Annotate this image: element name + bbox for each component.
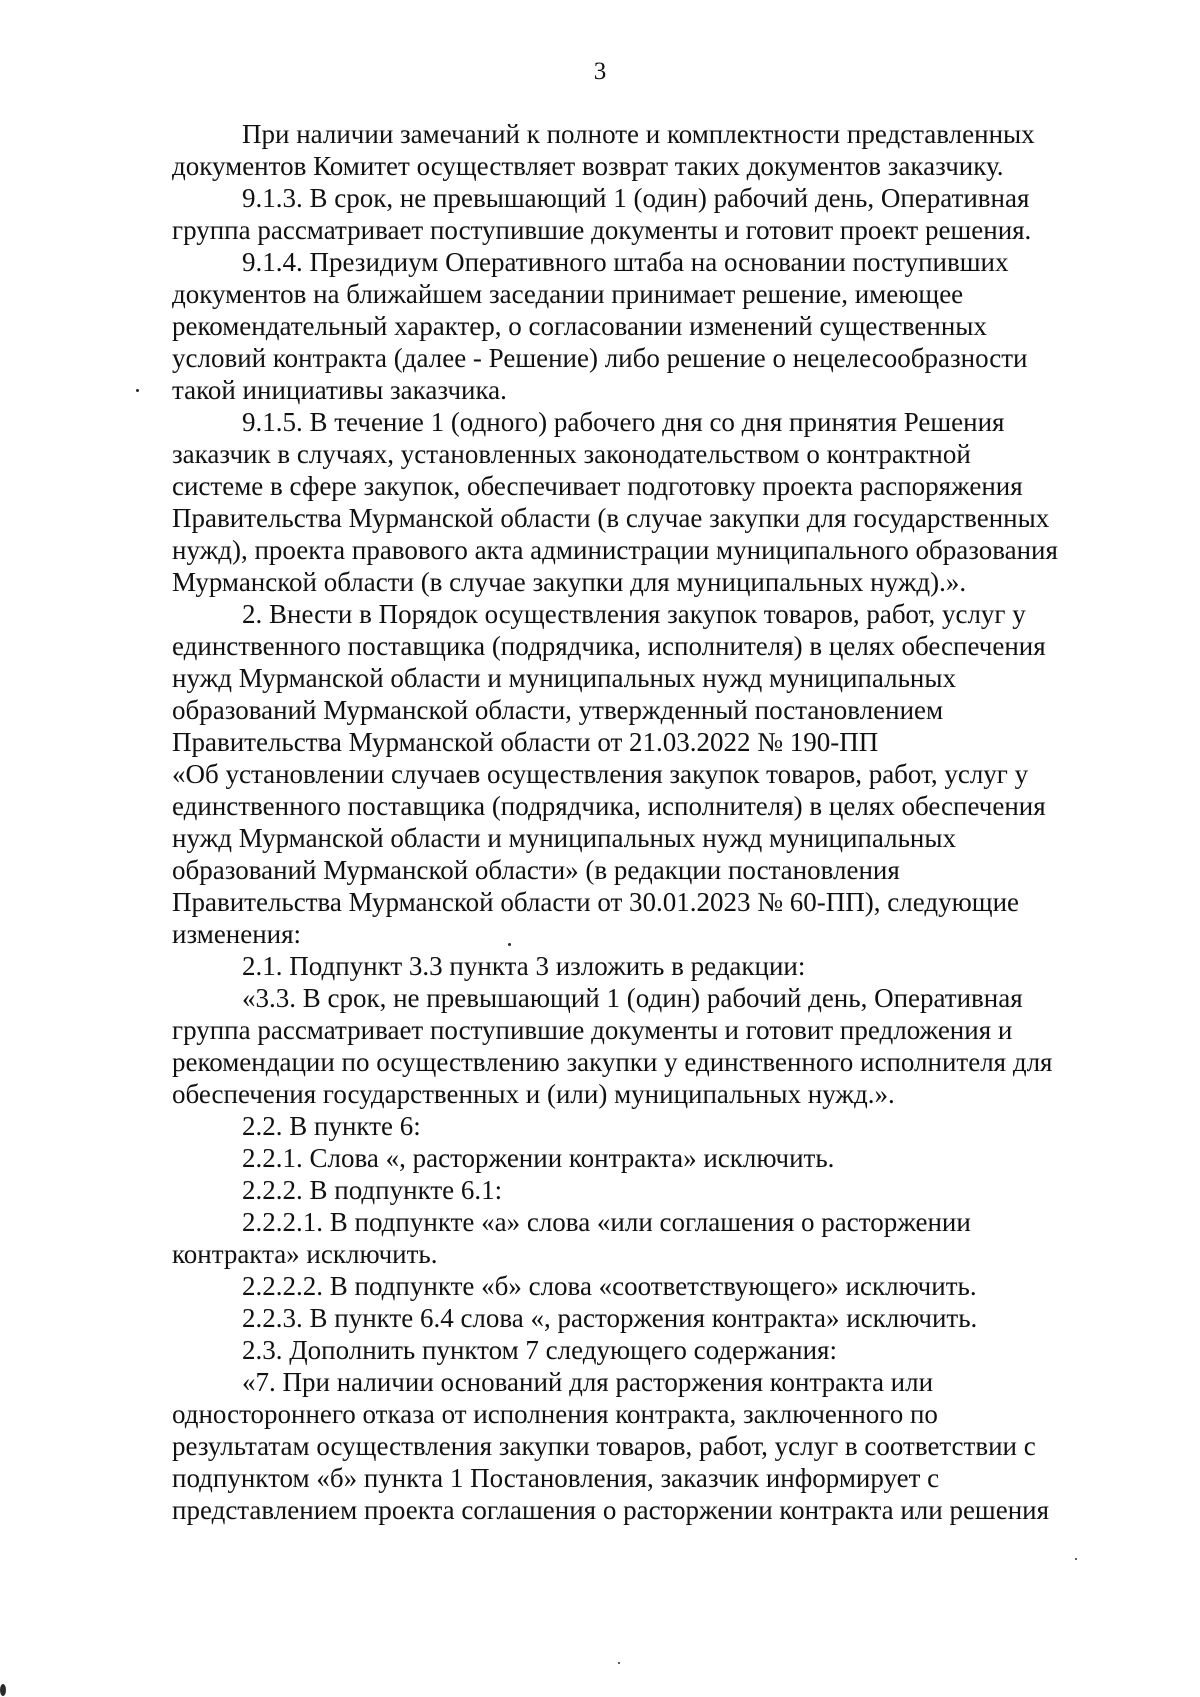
text-line: 2.2. В пункте 6:	[242, 1111, 421, 1141]
text-line: образований Мурманской области» (в редакции постановления	[172, 855, 900, 885]
text-line: Правительства Мурманской области от 30.01.2023 № 60-ПП), следующие	[172, 887, 1020, 917]
text-line: «7. При наличии оснований для расторжения контракта или	[242, 1367, 934, 1397]
paragraph	[172, 1206, 1104, 1270]
text-line: рекомендации по осуществлению закупки у единственного исполнителя для	[172, 1047, 1053, 1077]
paragraph	[172, 1366, 1104, 1526]
text-line: нужд), проекта правового акта администрации муниципального образования	[172, 535, 1058, 565]
paragraph	[172, 1110, 1104, 1142]
scan-speck	[618, 1662, 620, 1664]
text-line: заказчик в случаях, установленных законодательством о контрактной	[172, 439, 971, 469]
text-line: 2.2.2.1. В подпункте «а» слова «или соглашения о расторжении	[242, 1207, 971, 1237]
text-line: 2.2.2. В подпункте 6.1:	[242, 1175, 503, 1205]
scan-speck	[508, 943, 511, 946]
text-line: 2.2.2.2. В подпункте «б» слова «соответствующего» исключить.	[242, 1271, 977, 1301]
paragraph	[172, 1142, 1104, 1174]
text-line: 2.3. Дополнить пунктом 7 следующего содержания:	[242, 1335, 837, 1365]
paragraph	[172, 246, 1104, 406]
document-body	[172, 118, 1104, 1526]
text-line: При наличии замечаний к полноте и комплектности представленных	[242, 119, 1035, 149]
paragraph	[172, 1302, 1104, 1334]
text-line: одностороннего отказа от исполнения контракта, заключенного по	[172, 1399, 938, 1429]
paragraph	[172, 982, 1104, 1110]
text-line: нужд Мурманской области и муниципальных нужд муниципальных	[172, 823, 956, 853]
text-line: результатам осуществления закупки товаров, работ, услуг в соответствии с	[172, 1431, 1036, 1461]
scan-speck	[136, 389, 139, 392]
text-line: группа рассматривает поступившие документы и готовит предложения и	[172, 1015, 1013, 1045]
text-line: контракта» исключить.	[172, 1239, 438, 1269]
text-line: подпунктом «б» пункта 1 Постановления, заказчик информирует с	[172, 1463, 940, 1493]
paragraph	[172, 1270, 1104, 1302]
text-line: Правительства Мурманской области (в случае закупки для государственных	[172, 503, 1050, 533]
paragraph	[172, 598, 1104, 950]
text-line: 9.1.4. Президиум Оперативного штаба на основании поступивших	[242, 247, 1009, 277]
text-line: 2.1. Подпункт 3.3 пункта 3 изложить в редакции:	[242, 951, 806, 981]
text-line: рекомендательный характер, о согласовании изменений существенных	[172, 311, 987, 341]
text-line: единственного поставщика (подрядчика, исполнителя) в целях обеспечения	[172, 791, 1046, 821]
text-line: нужд Мурманской области и муниципальных нужд муниципальных	[172, 663, 956, 693]
text-line: представлением проекта соглашения о расторжении контракта или решения	[172, 1495, 1050, 1525]
text-line: изменения:	[172, 919, 302, 949]
text-line: 2.2.1. Слова «, расторжении контракта» исключить.	[242, 1143, 835, 1173]
text-line: 9.1.3. В срок, не превышающий 1 (один) рабочий день, Оперативная	[242, 183, 1030, 213]
paragraph	[172, 1174, 1104, 1206]
scan-speck	[1075, 1558, 1077, 1560]
text-line: Правительства Мурманской области от 21.03.2022 № 190-ПП	[172, 727, 879, 757]
text-line: образований Мурманской области, утвержденный постановлением	[172, 695, 944, 725]
paragraph	[172, 950, 1104, 982]
text-line: обеспечения государственных и (или) муниципальных нужд.».	[172, 1079, 895, 1109]
text-line: группа рассматривает поступившие документы и готовит проект решения.	[172, 215, 1032, 245]
paragraph	[172, 1334, 1104, 1366]
text-line: «Об установлении случаев осуществления закупок товаров, работ, услуг у	[172, 759, 1029, 789]
text-line: документов Комитет осуществляет возврат таких документов заказчику.	[172, 151, 1004, 181]
text-line: 2. Внести в Порядок осуществления закупок товаров, работ, услуг у	[242, 599, 1026, 629]
paragraph	[172, 118, 1104, 182]
page-number: 3	[593, 58, 607, 85]
text-line: 2.2.3. В пункте 6.4 слова «, расторжения контракта» исключить.	[242, 1303, 978, 1333]
scan-speck	[0, 1684, 6, 1696]
text-line: такой инициативы заказчика.	[172, 375, 507, 405]
text-line: системе в сфере закупок, обеспечивает подготовку проекта распоряжения	[172, 471, 1023, 501]
text-line: единственного поставщика (подрядчика, исполнителя) в целях обеспечения	[172, 631, 1046, 661]
paragraph	[172, 182, 1104, 246]
text-line: Мурманской области (в случае закупки для муниципальных нужд).».	[172, 567, 967, 597]
paragraph	[172, 406, 1104, 598]
text-line: «3.3. В срок, не превышающий 1 (один) рабочий день, Оперативная	[242, 983, 1023, 1013]
text-line: 9.1.5. В течение 1 (одного) рабочего дня со дня принятия Решения	[242, 407, 1005, 437]
text-line: документов на ближайшем заседании принимает решение, имеющее	[172, 279, 964, 309]
text-line: условий контракта (далее - Решение) либо решение о нецелесообразности	[172, 343, 1028, 373]
